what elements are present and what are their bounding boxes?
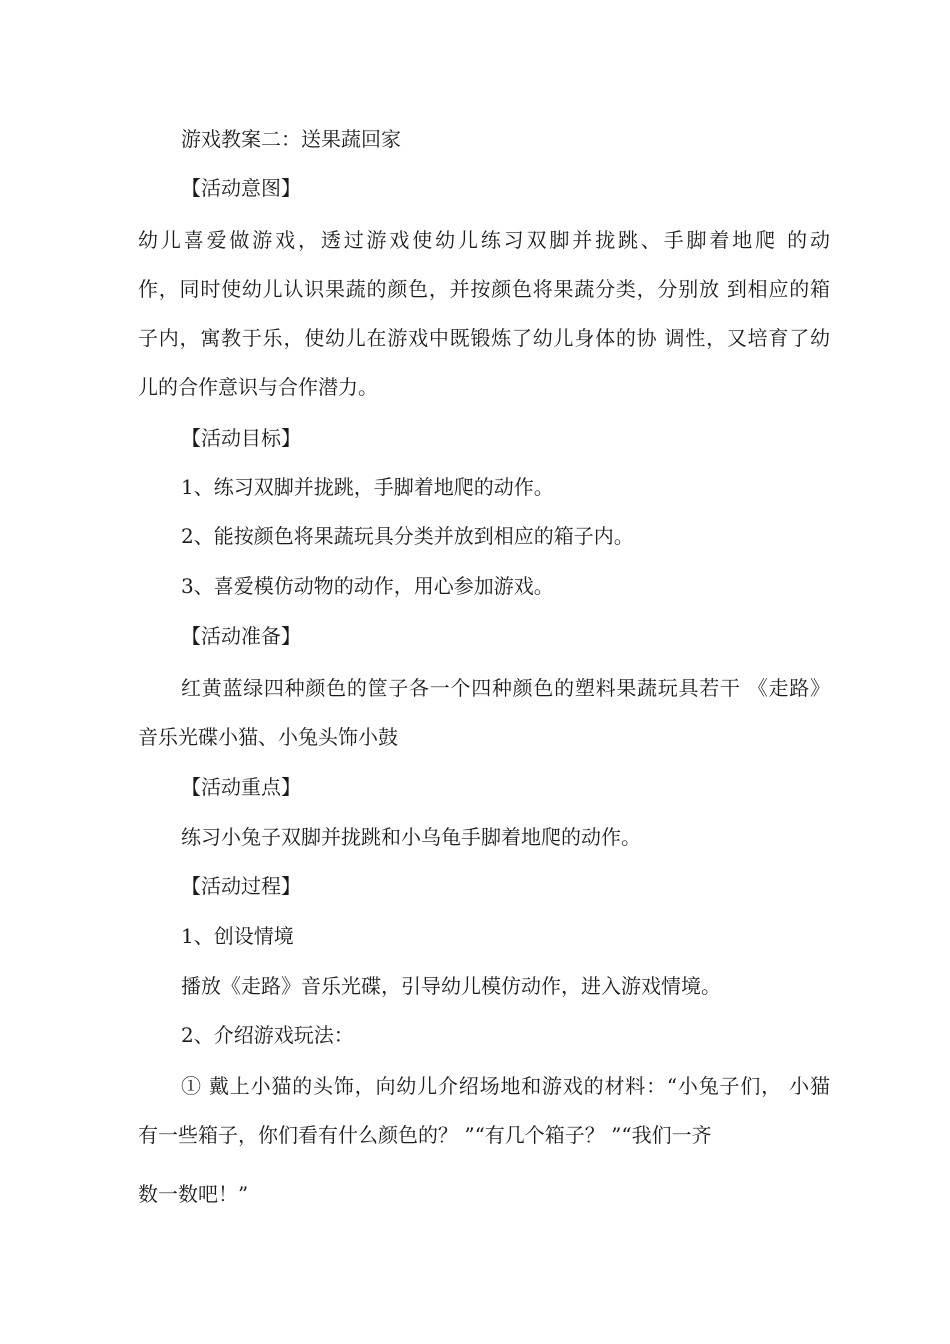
goal-item: 3、喜爱模仿动物的动作，用心参加游戏。 bbox=[181, 574, 554, 598]
goal-item: 2、能按颜色将果蔬玩具分类并放到相应的箱子内。 bbox=[181, 524, 634, 548]
document-title: 游戏教案二：送果蔬回家 bbox=[181, 127, 401, 151]
goals-heading: 【活动目标】 bbox=[181, 426, 301, 450]
focus-heading: 【活动重点】 bbox=[181, 775, 301, 799]
process-heading: 【活动过程】 bbox=[181, 874, 301, 898]
intent-paragraph-line: 作，同时使幼儿认识果蔬的颜色，并按颜色将果蔬分类，分别放 到相应的箱 bbox=[138, 277, 830, 301]
preparation-line: 音乐光碟小猫、小兔头饰小鼓 bbox=[138, 725, 398, 749]
preparation-heading: 【活动准备】 bbox=[181, 624, 301, 648]
step2-title: 2、介绍游戏玩法： bbox=[181, 1023, 354, 1047]
intent-paragraph-line: 子内，寓教于乐，使幼儿在游戏中既锻炼了幼儿身体的协 调性，又培育了幼 bbox=[138, 326, 830, 350]
intent-paragraph-line: 儿的合作意识与合作潜力。 bbox=[138, 375, 378, 399]
focus-text: 练习小兔子双脚并拢跳和小乌龟手脚着地爬的动作。 bbox=[181, 825, 641, 849]
intent-heading: 【活动意图】 bbox=[181, 176, 301, 200]
step2-line: 有一些箱子，你们看有什么颜色的？ ”“有几个箱子？ ”“我们一齐 bbox=[138, 1123, 712, 1147]
intent-paragraph-line: 幼儿喜爱做游戏，透过游戏使幼儿练习双脚并拢跳、手脚着地爬 的动 bbox=[138, 228, 830, 252]
step2-line: ① 戴上小猫的头饰，向幼儿介绍场地和游戏的材料：“小兔子们， 小猫 bbox=[181, 1074, 830, 1098]
preparation-line: 红黄蓝绿四种颜色的筐子各一个四种颜色的塑料果蔬玩具若干 《走路》 bbox=[181, 676, 830, 700]
step2-line: 数一数吧！” bbox=[138, 1182, 249, 1206]
step1-text: 播放《走路》音乐光碟，引导幼儿模仿动作，进入游戏情境。 bbox=[181, 974, 721, 998]
step1-title: 1、创设情境 bbox=[181, 924, 294, 948]
goal-item: 1、练习双脚并拢跳，手脚着地爬的动作。 bbox=[181, 475, 554, 499]
